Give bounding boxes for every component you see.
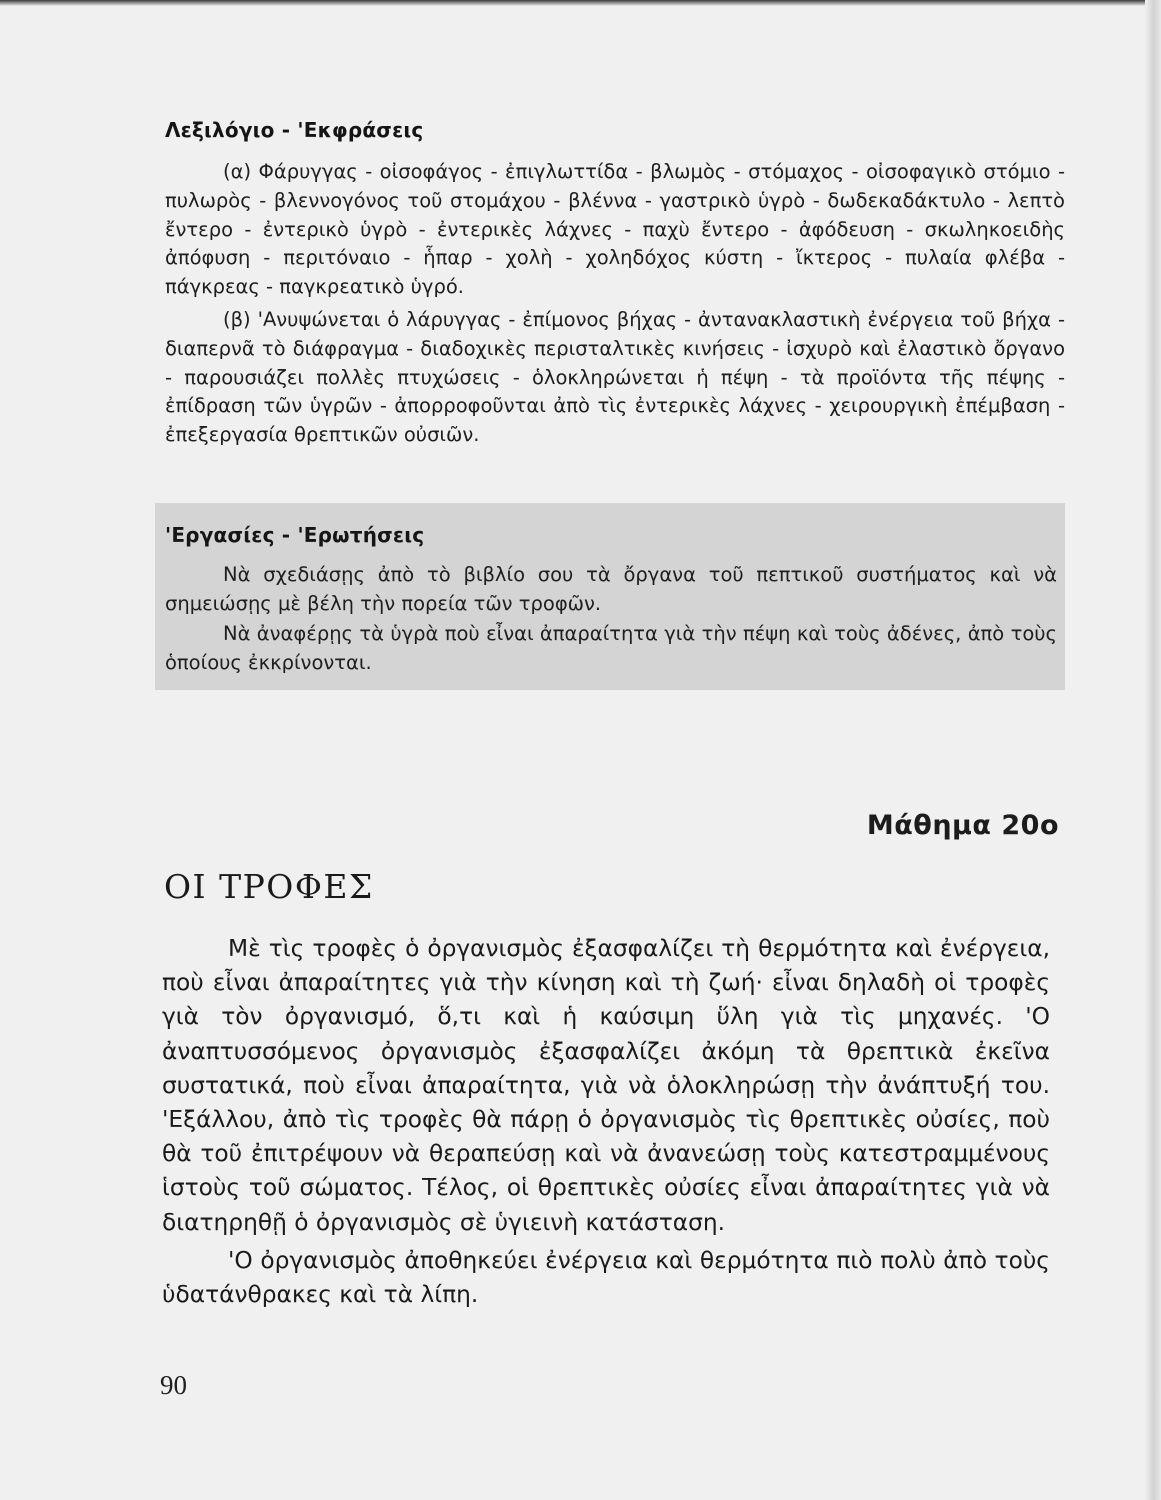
task-paragraph-2: Νὰ ἀναφέρῃς τὰ ὑγρὰ ποὺ εἶναι ἀπαραίτητα γιὰ τὴν πέψη καὶ τοὺς ἀδένες, ἀπὸ τοὺς ὁποίους ἐκκρίνονται. bbox=[165, 622, 1057, 674]
task-paragraph-1: Νὰ σχεδιάσῃς ἀπὸ τὸ βιβλίο σου τὰ ὄργανα τοῦ πεπτικοῦ συστήματος καὶ νὰ σημειώσῃς μὲ βέλη τὴν πορεία τῶν τροφῶν. bbox=[165, 563, 1057, 615]
page-number: 90 bbox=[160, 1370, 187, 1400]
tasks-heading: 'Εργασίες - 'Ερωτήσεις bbox=[165, 523, 425, 547]
lesson-title: ΟΙ ΤΡΟΦΕΣ bbox=[164, 867, 374, 906]
lesson-paragraph-1: Μὲ τὶς τροφὲς ὁ ὀργανισμὸς ἐξασφαλίζει τὴ θερμότητα καὶ ἐνέργεια, ποὺ εἶναι ἀπαραίτητες γιὰ τὴν κίνηση καὶ τὴ ζωή· εἶναι δηλαδὴ οἱ τροφὲς γιὰ τὸν ὀργανισμό, ὅ,τι καὶ ἡ καύσιμη ὕλη γιὰ τὶς μηχανές. 'Ο ἀναπτυσσόμενος ὀργανισμὸς ἐξασφαλίζει ἀκόμη τὰ θρεπτικὰ ἐκεῖνα συστατικά, ποὺ εἶναι ἀπαραίτητα, γιὰ νὰ ὁλοκληρώσῃ τὴν ἀνάπτυξή του. 'Εξάλλου, ἀπὸ τὶς τροφὲς θὰ πάρῃ ὁ ὀργανισμὸς τὶς θρεπτικὲς οὐσίες, ποὺ θὰ τοῦ ἐπιτρέψουν νὰ θεραπεύσῃ καὶ νὰ ἀνανεώσῃ τοὺς κατεστραμμένους ἱστοὺς τοῦ σώματος. Τέλος, οἱ θρεπτικὲς οὐσίες εἶναι ἀπαραίτητες γιὰ νὰ διατηρηθῇ ὁ ὀργανισμὸς σὲ ὑγιεινὴ κατάσταση. bbox=[162, 935, 1050, 1236]
lesson-paragraph-2: 'Ο ὀργανισμὸς ἀποθηκεύει ἐνέργεια καὶ θερμότητα πιὸ πολὺ ἀπὸ τοὺς ὑδατάνθρακες καὶ τὰ λίπη. bbox=[162, 1246, 1050, 1309]
page-top-shadow bbox=[0, 0, 1161, 6]
vocabulary-paragraph-a: (α) Φάρυγγας - οἰσοφάγος - ἐπιγλωττίδα - βλωμὸς - στόμαχος - οἰσοφαγικὸ στόμιο - πυλωρὸς - βλεννογόνος τοῦ στομάχου - βλέννα - γαστρικὸ ὑγρὸ - δωδεκαδάκτυλο - λεπτὸ ἔντερο - ἐντερικὸ ὑγρὸ - ἐντερικὲς λάχνες - παχὺ ἔντερο - ἀφόδευση - σκωληκοειδὴς ἀπόφυση - περιτόναιο - ἧπαρ - χολὴ - χοληδόχος κύστη - ἴκτερος - πυλαία φλέβα - πάγκρεας - παγκρεατικὸ ὑγρό. bbox=[165, 160, 1065, 299]
vocabulary-section bbox=[165, 118, 1065, 454]
lesson-body bbox=[162, 932, 1050, 1312]
lesson-number: Μάθημα 20ο bbox=[866, 810, 1059, 841]
tasks-box bbox=[155, 503, 1065, 690]
vocabulary-heading: Λεξιλόγιο - 'Εκφράσεις bbox=[165, 118, 424, 142]
page-spine-shadow bbox=[1145, 0, 1161, 1500]
vocabulary-paragraph-b: (β) 'Ανυψώνεται ὁ λάρυγγας - ἐπίμονος βήχας - ἀντανακλαστικὴ ἐνέργεια τοῦ βήχα - διαπερνᾶ τὸ διάφραγμα - διαδοχικὲς περισταλτικὲς κινήσεις - ἰσχυρὸ καὶ ἐλαστικὸ ὄργανο - παρουσιάζει πολλὲς πτυχώσεις - ὁλοκληρώνεται ἡ πέψη - τὰ προϊόντα τῆς πέψης - ἐπίδραση τῶν ὑγρῶν - ἀπορροφοῦνται ἀπὸ τὶς ἐντερικὲς λάχνες - χειρουργικὴ ἐπέμβαση - ἐπεξεργασία θρεπτικῶν οὐσιῶν. bbox=[165, 307, 1065, 447]
